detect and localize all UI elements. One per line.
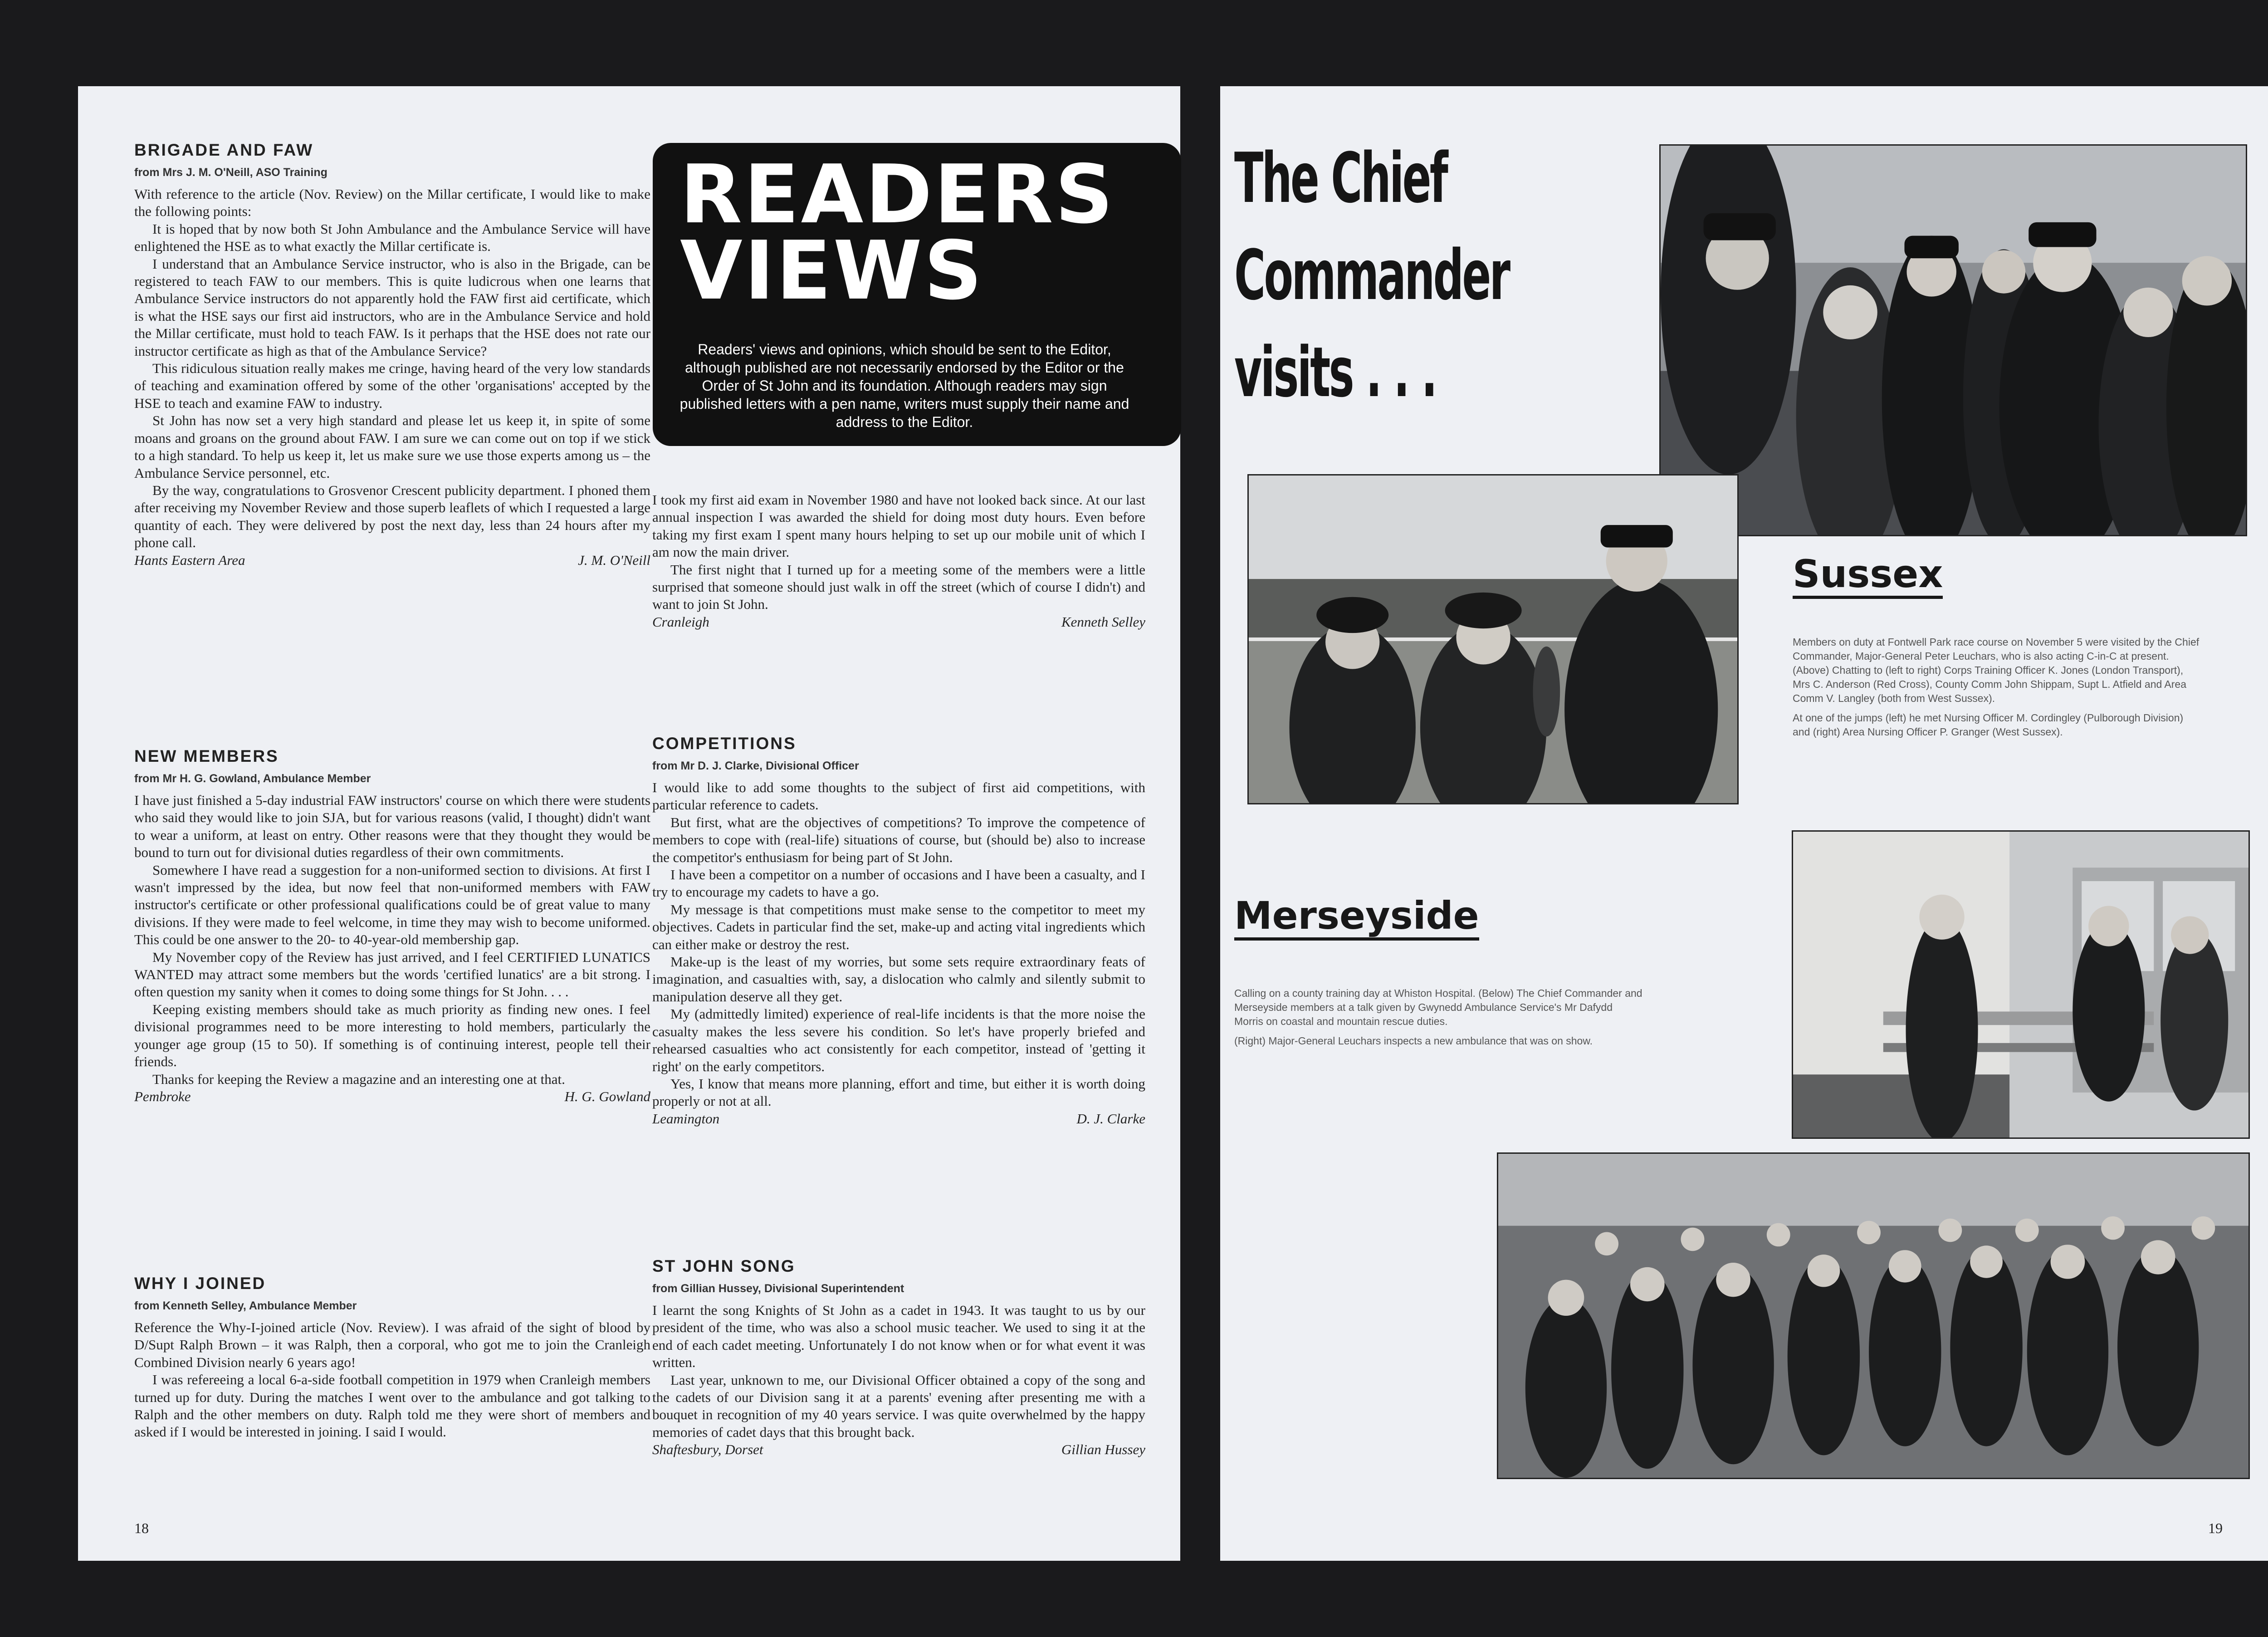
letter-place: Shaftesbury, Dorset	[652, 1441, 763, 1458]
letter-paragraph: I learnt the song Knights of St John as a cadet in 1943. It was taught to us by our president of the time, who was also a school music teacher. We used to sing it at the end of each cadet meeting. Unfortunately I do not know when or for what event it was written.	[652, 1302, 1145, 1371]
merseyside-caption-1: Calling on a county training day at Whiston Hospital. (Below) The Chief Commander and Merseyside members at a talk given by Gwynedd Ambulance Service's Mr Dafydd Morris on coastal and mountain rescue duties.	[1234, 987, 1642, 1027]
letter-signature: H. G. Gowland	[564, 1088, 650, 1104]
letter-paragraph: My message is that competitions must make sense to the competitor to meet my objectives. Cadets in particular find the set, make-up and acting vital ingredients which can either make or destroy the rest.	[652, 901, 1145, 952]
letter-paragraph: I took my first aid exam in November 1980 and have not looked back since. At our last annual inspection I was awarded the shield for doing most duty hours. Even before taking my first exam I spent many hours helping to set up our mobile unit of which I am now the main driver.	[652, 492, 1145, 560]
letter-paragraph: By the way, congratulations to Grosvenor Crescent publicity department. I phoned them after receiving my November Review and those superb leaflets of which I requested a large quantity of each. They were delivered by post the next day, less than 24 hours after my phone call.	[134, 482, 650, 551]
article-title-line: Commander	[1234, 235, 1509, 315]
letter-paragraph: Yes, I know that means more planning, effort and time, but either it is worth doing properly or not at all.	[652, 1075, 1145, 1109]
letter-paragraph: Reference the Why-I-joined article (Nov. Review). I was afraid of the sight of blood by D/Supt Ralph Brown – it was Ralph, then a corporal, who got me to join the Cranleigh Combined Division nearly 6 years ago!	[134, 1319, 650, 1370]
letter-byline: from Gillian Hussey, Divisional Superintendent	[652, 1282, 904, 1295]
letter-signature: Kenneth Selley	[1061, 613, 1145, 630]
letter-place: Hants Eastern Area	[134, 552, 245, 568]
photo-officers-group	[1659, 144, 2247, 536]
letter-paragraph: Keeping existing members should take as much priority as finding new ones. I feel divisional programmes need to be more interesting to hold members, particularly the younger age group (15 to 50). If something is of continuing interest, people tell their friends.	[134, 1001, 650, 1070]
letter-paragraph: This ridiculous situation really makes me cringe, having heard of the very low standards of teaching and examination offered by some of the other 'organisations' accepted by the HSE to teach and examine FAW to industry.	[134, 360, 650, 411]
letter-paragraph: I was refereeing a local 6-a-side football competition in 1979 when Cranleigh members turned up for duty. During the matches I went over to the ambulance and got talking to Ralph and the other members on duty. Ralph told me they were short of members and asked if I would be interested in joining. I said I would.	[134, 1372, 650, 1440]
article-title-line: visits . . .	[1234, 332, 1436, 412]
letter-heading: ST JOHN SONG	[652, 1257, 796, 1275]
letter-heading: BRIGADE AND FAW	[134, 141, 314, 159]
letter-heading: COMPETITIONS	[652, 734, 797, 753]
letter-paragraph: With reference to the article (Nov. Review) on the Millar certificate, I would like to make the following points:	[134, 186, 650, 220]
letter-paragraph: I have just finished a 5-day industrial FAW instructors' course on which there were students who said they would like to join SJA, but for various reasons (valid, I thought) didn't want to wear a uniform, at least on entry. Other reasons were that they thought they would be bound to turn out for divisional duties regardless of their own commitments.	[134, 792, 650, 861]
letter-byline: from Kenneth Selley, Ambulance Member	[134, 1299, 357, 1312]
merseyside-caption-2: (Right) Major-General Leuchars inspects a new ambulance that was on show.	[1234, 1035, 1593, 1047]
letter-place: Pembroke	[134, 1088, 191, 1104]
letter-signature: J. M. O'Neill	[578, 552, 650, 568]
letter-why-i-joined-continued	[652, 491, 1145, 631]
letter-brigade-and-faw	[134, 141, 650, 569]
sussex-heading: Sussex	[1793, 552, 1943, 599]
photo-audience	[1497, 1152, 2250, 1479]
readers-views-title	[680, 147, 1154, 318]
letter-signature-row	[134, 552, 650, 569]
letter-competitions	[652, 734, 1145, 1127]
left-page	[78, 86, 1180, 1561]
readers-views-title-line1: READERS	[680, 147, 1115, 241]
letter-signature: D. J. Clarke	[1076, 1110, 1145, 1127]
letter-paragraph: I understand that an Ambulance Service instructor, who is also in the Brigade, can be registered to teach FAW to our members. This is quite ludicrous when one learns that Ambulance Service instructors do not apparently hold the FAW first aid certificate, which is what the HSE says our first aid instructors, who are in the Ambulance Service and hold the Millar certificate, must hold to teach FAW. Is it perhaps that the HSE does not rate our instructor certificate as high as that of the Ambulance Service?	[134, 255, 650, 359]
letter-heading: NEW MEMBERS	[134, 747, 279, 765]
letter-paragraph: The first night that I turned up for a meeting some of the members were a little surprised that someone should just walk in off the street (which of course I didn't) and want to join St John.	[652, 561, 1145, 613]
sussex-caption	[1793, 635, 2201, 745]
letter-place: Leamington	[652, 1110, 720, 1127]
merseyside-caption	[1234, 986, 1642, 1054]
letter-paragraph: Make-up is the least of my worries, but some sets require extraordinary feats of imagination, and casualties with, say, a dislocation who calmly and silently submit to manipulation deserve all they get.	[652, 954, 1145, 1005]
letter-paragraph: St John has now set a very high standard and please let us keep it, in spite of some moans and groans on the ground about FAW. I am sure we can come out on top if we stick to a high standard. To help us keep it, let us make sure we use those experts among us – the Ambulance Service personnel, etc.	[134, 412, 650, 481]
right-page	[1220, 86, 2268, 1561]
letter-paragraph: My November copy of the Review has just arrived, and I feel CERTIFIED LUNATICS WANTED may attract some members but the words 'certified lunatics' are a bit strong. I often question my sanity when it comes to doing some things for St John. . . .	[134, 949, 650, 1000]
photo-racecourse	[1247, 474, 1739, 804]
letter-new-members	[134, 747, 650, 1105]
letter-paragraph: It is hoped that by now both St John Ambulance and the Ambulance Service will have enlightened the HSE as to what exactly the Millar certificate is.	[134, 221, 650, 255]
readers-views-box	[653, 143, 1181, 446]
page-number: 18	[134, 1520, 149, 1536]
letter-byline: from Mr H. G. Gowland, Ambulance Member	[134, 772, 371, 785]
letter-signature-row	[134, 1088, 650, 1105]
readers-views-intro: Readers' views and opinions, which should be sent to the Editor, although published are not necessarily endorsed by the Editor or the Order of St John and its foundation. Although readers may sign published letters with a pen name, writers must supply their name and address to the Editor.	[679, 341, 1129, 430]
readers-views-title-line2: VIEWS	[680, 224, 984, 318]
letter-paragraph: I have been a competitor on a number of occasions and I have been a casualty, and I try to encourage my cadets to have a go.	[652, 867, 1145, 900]
letter-st-john-song	[652, 1257, 1145, 1458]
letter-heading: WHY I JOINED	[134, 1274, 266, 1293]
letter-paragraph: Last year, unknown to me, our Divisional Officer obtained a copy of the song and the cadets of our Division sang it at a parents' evening after presenting me with a bouquet in recognition of my 40 years service. I was quite overwhelmed by the happy memories of cadet days that this brought back.	[652, 1372, 1145, 1440]
letter-paragraph: Somewhere I have read a suggestion for a non-uniformed section to divisions. At first I wasn't impressed by the idea, but now feel that non-uniformed members with FAW instructor's certificate or other professional qualifications could be of great value to many divisions. If they were made to feel welcome, in time they may wish to become uniformed. This could be one answer to the 20- to 40-year-old membership gap.	[134, 862, 650, 948]
letter-place: Cranleigh	[652, 613, 709, 630]
letter-why-i-joined	[134, 1274, 650, 1441]
letter-paragraph: Thanks for keeping the Review a magazine and an interesting one at that.	[152, 1071, 565, 1087]
letter-signature-row	[652, 1441, 1145, 1458]
letter-paragraph: I would like to add some thoughts to the subject of first aid competitions, with particular reference to cadets.	[652, 779, 1145, 813]
letter-byline: from Mr D. J. Clarke, Divisional Officer	[652, 760, 859, 772]
article-title	[1234, 130, 1509, 421]
letter-signature-row	[652, 613, 1145, 631]
letter-paragraph: My (admittedly limited) experience of real-life incidents is that the more noise the casualty makes the less severe his condition. So let's have properly briefed and rehearsed casualties who act consistently for each competitor, instead of 'getting it right' on the early competitors.	[652, 1006, 1145, 1074]
sussex-caption-1: Members on duty at Fontwell Park race course on November 5 were visited by the Chief Commander, Major-General Peter Leuchars, who is also acting C-in-C at present. (Above) Chatting to (left to right) Corps Training Officer K. Jones (London Transport), Mrs C. Anderson (Red Cross), County Comm John Shippam, Supt L. Atfield and Area Comm V. Langley (both from West Sussex).	[1793, 636, 2200, 704]
photo-ambulance	[1792, 830, 2250, 1139]
merseyside-heading: Merseyside	[1234, 894, 1479, 941]
letter-paragraph: But first, what are the objectives of competitions? To improve the competence of members to cope with (real-life) situations of course, but (should be) also to increase the competitor's enthusiasm for being part of St John.	[652, 814, 1145, 865]
letter-byline: from Mrs J. M. O'Neill, ASO Training	[134, 166, 327, 179]
letter-signature: Gillian Hussey	[1061, 1441, 1145, 1458]
sussex-caption-2: At one of the jumps (left) he met Nursing Officer M. Cordingley (Pulborough Division) and (right) Area Nursing Officer P. Granger (West Sussex).	[1793, 712, 2184, 738]
page-number: 19	[2208, 1520, 2223, 1536]
article-title-line: The Chief	[1234, 138, 1447, 218]
letter-signature-row	[652, 1110, 1145, 1127]
